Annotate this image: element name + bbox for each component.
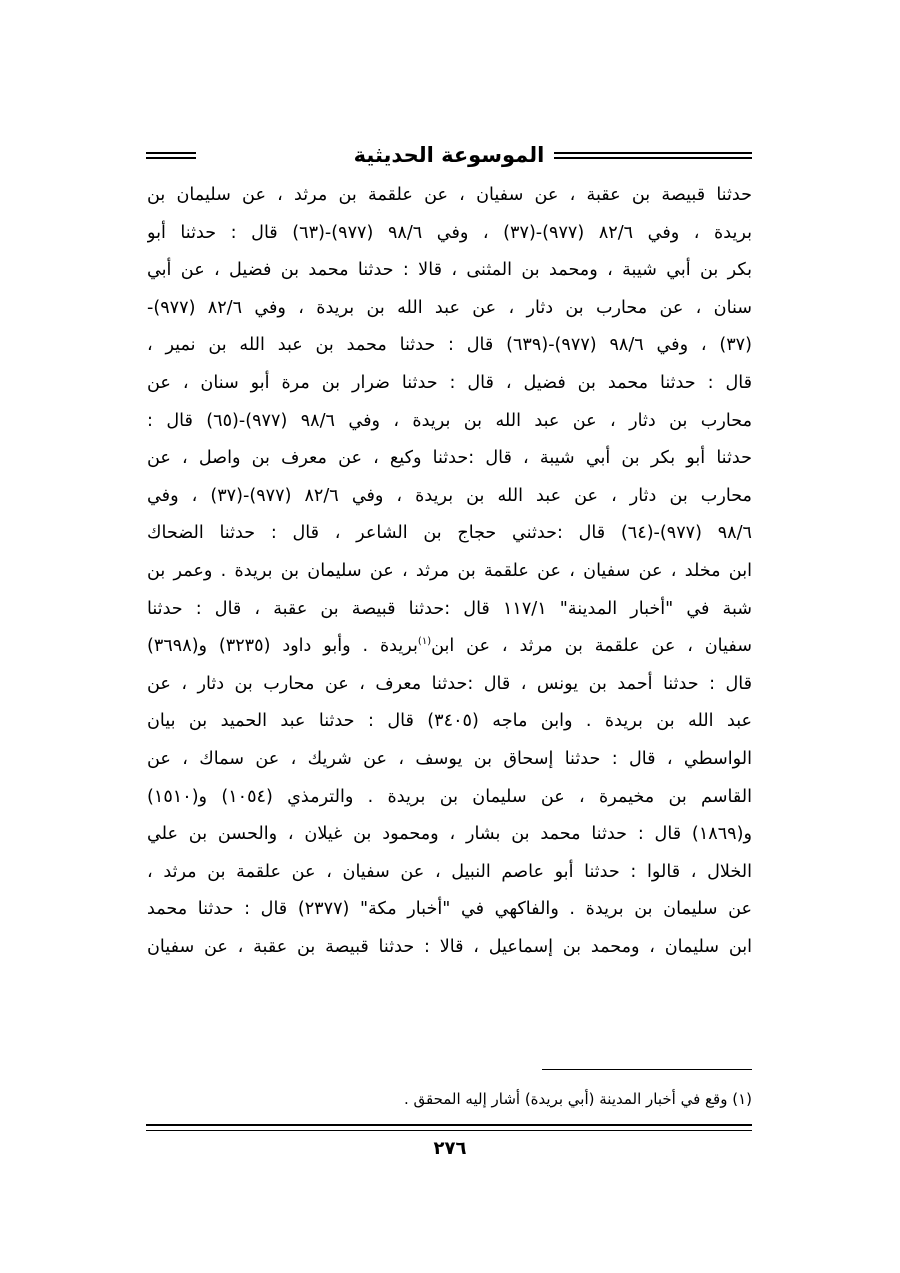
page-number: ٢٧٦ [433, 1138, 467, 1159]
footnote-separator [542, 1069, 752, 1070]
text-line: (٣٧) ، وفي ٩٨/٦ (٩٧٧)-(٦٣٩) قال : حدثنا محمد بن عبد الله بن نمير ، [147, 335, 752, 356]
footnote: (١) وقع في أخبار المدينة (أبي بريدة) أشار إليه المحقق . [403, 1090, 752, 1108]
text-line: ٩٨/٦ (٩٧٧)-(٦٤) قال :حدثني حجاج بن الشاعر ، قال : حدثنا الضحاك [147, 523, 752, 544]
bottom-rule [146, 1124, 752, 1131]
text-line: عبد الله بن بريدة . وابن ماجه (٣٤٠٥) قال : حدثنا عبد الحميد بن بيان [147, 711, 752, 732]
text-line: بريدة ، وفي ٨٢/٦ (٩٧٧)-(٣٧) ، وفي ٩٨/٦ (٩٧٧)-(٦٣) قال : حدثنا أبو [147, 222, 752, 243]
page-title [146, 140, 752, 170]
text-line: قال : حدثنا أحمد بن يونس ، قال :حدثنا معرف ، عن محارب بن دثار ، عن [147, 673, 752, 694]
text-line: سنان ، عن محارب بن دثار ، عن عبد الله بن بريدة ، وفي ٨٢/٦ (٩٧٧)- [147, 297, 752, 318]
text-line: شبة في "أخبار المدينة" ١١٧/١ قال :حدثنا قبيصة بن عقبة ، قال : حدثنا [147, 598, 752, 619]
text-line: القاسم بن مخيمرة ، عن سليمان بن بريدة . والترمذي (١٠٥٤) و(١٥١٠) [147, 786, 752, 807]
text-line: حدثنا أبو بكر بن أبي شيبة ، قال :حدثنا وكيع ، عن معرف بن واصل ، عن [147, 448, 752, 469]
text-line: الواسطي ، قال : حدثنا إسحاق بن يوسف ، عن شريك ، عن سماك ، عن [147, 748, 752, 769]
page-header [146, 140, 752, 180]
text-line: و(١٨٦٩) قال : حدثنا محمد بن بشار ، ومحمود بن غيلان ، والحسن بن علي [147, 824, 752, 845]
footnote-marker: (١) [417, 636, 432, 648]
text-line: محارب بن دثار ، عن عبد الله بن بريدة ، وفي ٩٨/٦ (٩٧٧)-(٦٥) قال : [147, 410, 752, 431]
text-line: عن سليمان بن بريدة . والفاكهي في "أخبار مكة" (٢٣٧٧) قال : حدثنا محمد [147, 899, 752, 920]
text-line: الخلال ، قالوا : حدثنا أبو عاصم النبيل ، عن سفيان ، عن علقمة بن مرثد ، [147, 861, 752, 882]
text-line: بكر بن أبي شيبة ، ومحمد بن المثنى ، قالا : حدثنا محمد بن فضيل ، عن أبي [147, 260, 752, 281]
page-title-text: الموسوعة الحديثية [344, 140, 555, 170]
text-line: محارب بن دثار ، عن عبد الله بن بريدة ، وفي ٨٢/٦ (٩٧٧)-(٣٧) ، وفي [147, 485, 752, 506]
main-text [147, 177, 752, 966]
text-line: ابن مخلد ، عن سفيان ، عن علقمة بن مرثد ، عن سليمان بن بريدة . وعمر بن [147, 560, 752, 581]
text-line-with-footnote [147, 628, 752, 666]
text-segment: بريدة . وأبو داود (٣٢٣٥) و(٣٦٩٨) [147, 636, 418, 657]
text-line: ابن سليمان ، ومحمد بن إسماعيل ، قالا : حدثنا قبيصة بن عقبة ، عن سفيان [147, 936, 752, 957]
text-line: قال : حدثنا محمد بن فضيل ، قال : حدثنا ضرار بن مرة أبو سنان ، عن [147, 372, 752, 393]
text-segment: سفيان ، عن علقمة بن مرثد ، عن ابن [431, 636, 752, 657]
text-line: حدثنا قبيصة بن عقبة ، عن سفيان ، عن علقمة بن مرثد ، عن سليمان بن [147, 185, 752, 205]
